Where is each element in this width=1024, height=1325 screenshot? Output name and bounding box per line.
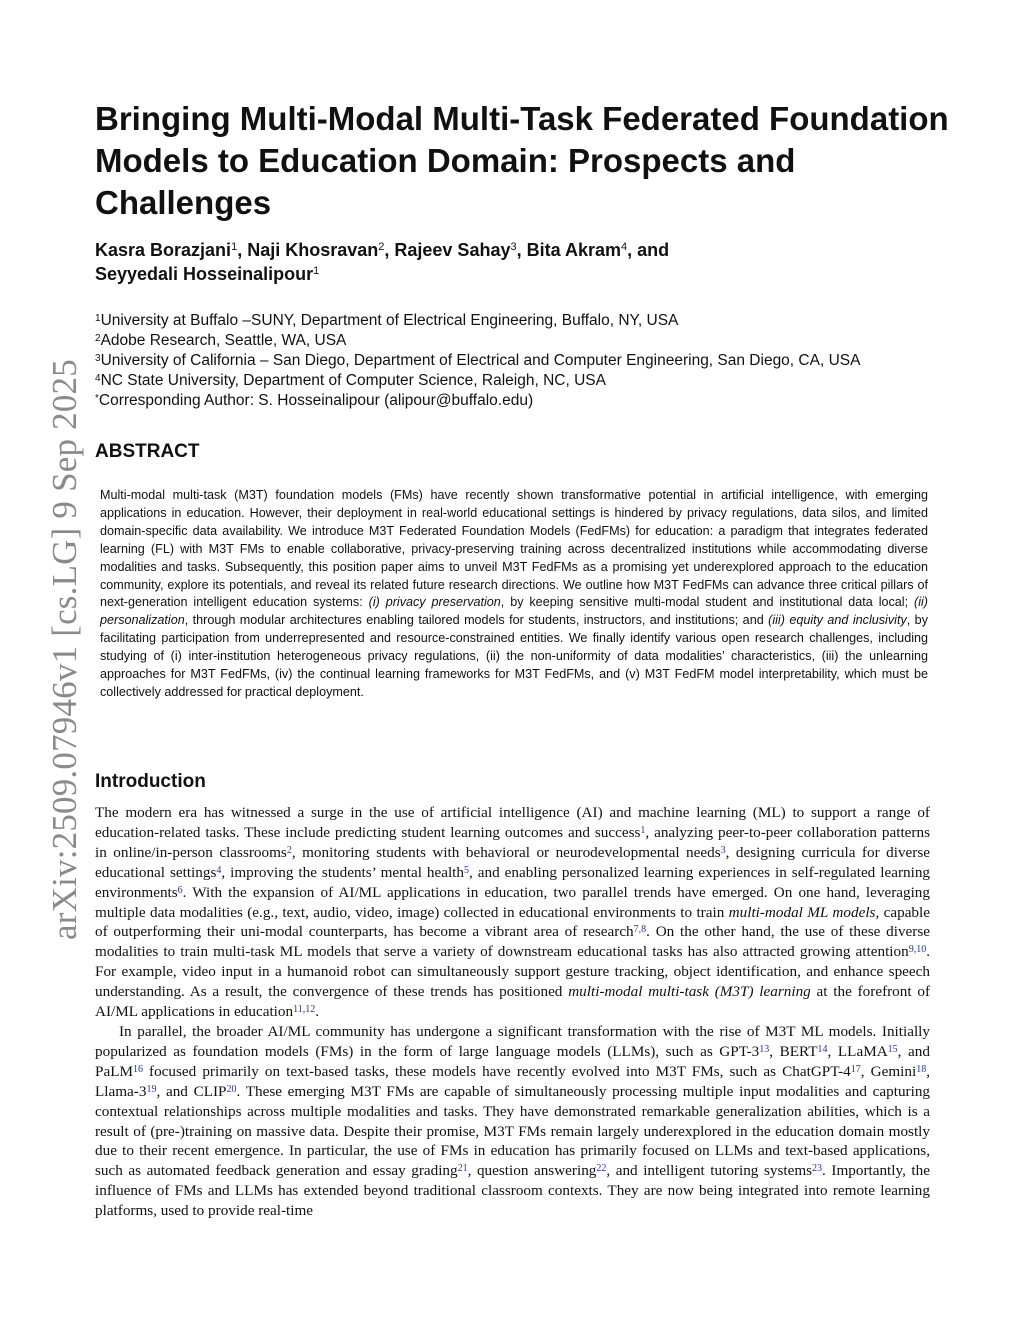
affiliation: $^4$NC State University, Department of Computer Science, Raleigh, NC, USA [95,372,606,389]
citation-link[interactable]: 9,10 [908,944,927,956]
author-list [95,238,855,286]
citation-link[interactable]: 7,8 [633,924,647,936]
citation-link[interactable]: 6 [177,884,183,896]
text-run: , BERT [769,1042,818,1060]
text-run: , Llama-3 [95,1062,930,1100]
citation-link[interactable]: 21 [457,1163,468,1175]
text-run: In parallel, the broader AI/ML community has undergone a significant transformation with the rise of M3T ML models. Initially popularized as foundation models (FMs) in the form of large language models (LLMs), such as GPT-3 [95,1022,930,1060]
citation-link[interactable]: 1 [640,824,646,836]
text-run: , question answering [467,1162,597,1180]
text-run: , designing curricula for diverse educational settings [95,843,930,881]
author: Bita Akram$^4$, and [526,240,670,260]
citation-link[interactable]: 15 [887,1043,898,1055]
text-run: . For example, video input in a humanoid robot can simultaneously support gesture tracking, object identification, and enhance speech understanding. As a result, the convergence of these trends has positioned [95,943,930,1001]
citation-link[interactable]: 4 [216,864,222,876]
text-run: . On the other hand, the use of these diverse modalities to train multi-task ML models that serve a variety of downstream educational tasks has also attracted growing attention [95,923,930,961]
introduction-heading: Introduction [95,771,206,792]
text-run: , analyzing peer-to-peer collaboration patterns in online/in-person classrooms [95,823,930,861]
affiliation-list [95,311,975,411]
affiliation: $^2$Adobe Research, Seattle, WA, USA [95,332,347,349]
text-run: , capable of outperforming their uni-modal counterparts, has become a vibrant area of research [95,903,930,941]
paper-title: Bringing Multi-Modal Multi-Task Federated Foundation Models to Education Domain: Prospects and Challenges [95,100,949,221]
text-run: at the forefront of AI/ML applications in education [95,983,931,1021]
text-run: . These emerging M3T FMs are capable of simultaneously processing multiple input modalities and capturing contextual relationships across multiple modalities and tasks. They have demonstrated remarkable generalization abilities, which is a result of (pre-)training on massive data. Despite their promise, M3T FMs remain largely underexplored in the education domain mostly due to their recent emergence. In particular, the use of FMs in education has primarily focused on LLMs and text-based applications, such as automated feedback generation and essay grading [95,1082,931,1180]
text-run: , Gemini [860,1062,917,1080]
text-run: , and enabling personalized learning experiences in self-regulated learning environments [95,863,931,901]
text-run: . Importantly, the influence of FMs and LLMs has extended beyond traditional classroom contexts. They are now being integrated into remote learning platforms, used to provide real-time [95,1162,930,1220]
introduction-body [95,803,930,1221]
text-run: focused primarily on text-based tasks, these models have recently evolved into M3T FMs, such as ChatGPT-4 [142,1062,851,1080]
citation-link[interactable]: 20 [226,1083,237,1095]
citation-link[interactable]: 5 [464,864,469,876]
affiliation: $^3$University of California – San Diego, Department of Electrical and Computer Engineering, San Diego, CA, USA [95,352,861,369]
citation-link[interactable]: 16 [132,1063,143,1075]
abstract-text: Multi-modal multi-task (M3T) foundation models (FMs) have recently shown transformative potential in artificial intelligence, with emerging applications in education. However, their deployment in real-world educational settings is hindered by privacy regulations, data silos, and limited domain-specific data availability. We introduce M3T Federated Foundation Models (FedFMs) for education: a paradigm that integrates federated learning (FL) with M3T FMs to enable collaborative, privacy-preserving training across decentralized institutions while accommodating diverse modalities and tasks. Subsequently, this position paper aims to unveil M3T FedFMs as a promising yet underexplored approach to the education community, explore its potentials, and reveal its related future research directions. We outline how M3T FedFMs can advance three critical pillars of next-generation intelligent education systems: (i) privacy preservation, by keeping sensitive multi-modal student and institutional data local; (ii) personalization, through modular architectures enabling tailored models for students, instructors, and institutions; and (iii) equity and inclusivity, by facilitating participation from underrepresented and resource-constrained entities. We finally identify various open research challenges, including studying of (i) inter-institution heterogeneous privacy regulations, (ii) the non-uniformity of data modalities’ characteristics, (iii) the unlearning approaches for M3T FedFMs, (iv) the continual learning frameworks for M3T FedFMs, and (v) M3T FedFM model interpretability, which must be collectively addressed for practical deployment. [100,488,928,699]
emphasis-run: multi-modal multi-task (M3T) learning [568,983,811,1001]
abstract-heading: ABSTRACT [95,441,200,462]
citation-link[interactable]: 17 [850,1063,861,1075]
introduction-paragraph-1 [95,803,930,1022]
text-run: , improving the students’ mental health [221,863,464,881]
citation-link[interactable]: 14 [817,1043,828,1055]
author: Rajeev Sahay$^3$, [394,240,527,260]
text-run: . With the expansion of AI/ML applications in education, two parallel trends have emerged. On one hand, leveraging multiple data modalities (e.g., text, audio, video, image) collected in educational environments to train [95,883,930,921]
author: Naji Khosravan$^2$, [247,240,395,260]
citation-link[interactable]: 13 [759,1043,770,1055]
citation-link[interactable]: 2 [286,844,292,856]
affiliation: $^1$University at Buffalo –SUNY, Department of Electrical Engineering, Buffalo, NY, USA [95,312,679,329]
text-run: , and CLIP [156,1082,227,1100]
citation-link[interactable]: 3 [720,844,726,856]
citation-link[interactable]: 22 [596,1163,607,1175]
text-run: The modern era has witnessed a surge in the use of artificial intelligence (AI) and machine learning (ML) to support a range of education-related tasks. These include predicting student learning outcomes and success [95,804,930,841]
author: Kasra Borazjani$^1$, [95,240,248,260]
text-run: , monitoring students with behavioral or neurodevelopmental needs [291,843,721,861]
citation-link[interactable]: 19 [146,1083,157,1095]
author: Seyyedali Hosseinalipour$^1$ [95,264,320,284]
emphasis-run: multi-modal ML models [728,903,876,921]
citation-link[interactable]: 18 [916,1063,927,1075]
citation-link[interactable]: 11,12 [293,1004,316,1016]
arxiv-identifier-stamp: arXiv:2509.07946v1 [cs.LG] 9 Sep 2025 [45,359,84,940]
text-run: , LLaMA [827,1042,888,1060]
text-run: , and PaLM [95,1042,930,1080]
introduction-paragraph-2 [95,1022,930,1221]
citation-link[interactable]: 23 [812,1163,823,1175]
text-run: . [315,1003,320,1021]
text-run: , and intelligent tutoring systems [606,1162,813,1180]
corresponding-author: *Corresponding Author: S. Hosseinalipour (alipour@buffalo.edu) [95,392,534,409]
